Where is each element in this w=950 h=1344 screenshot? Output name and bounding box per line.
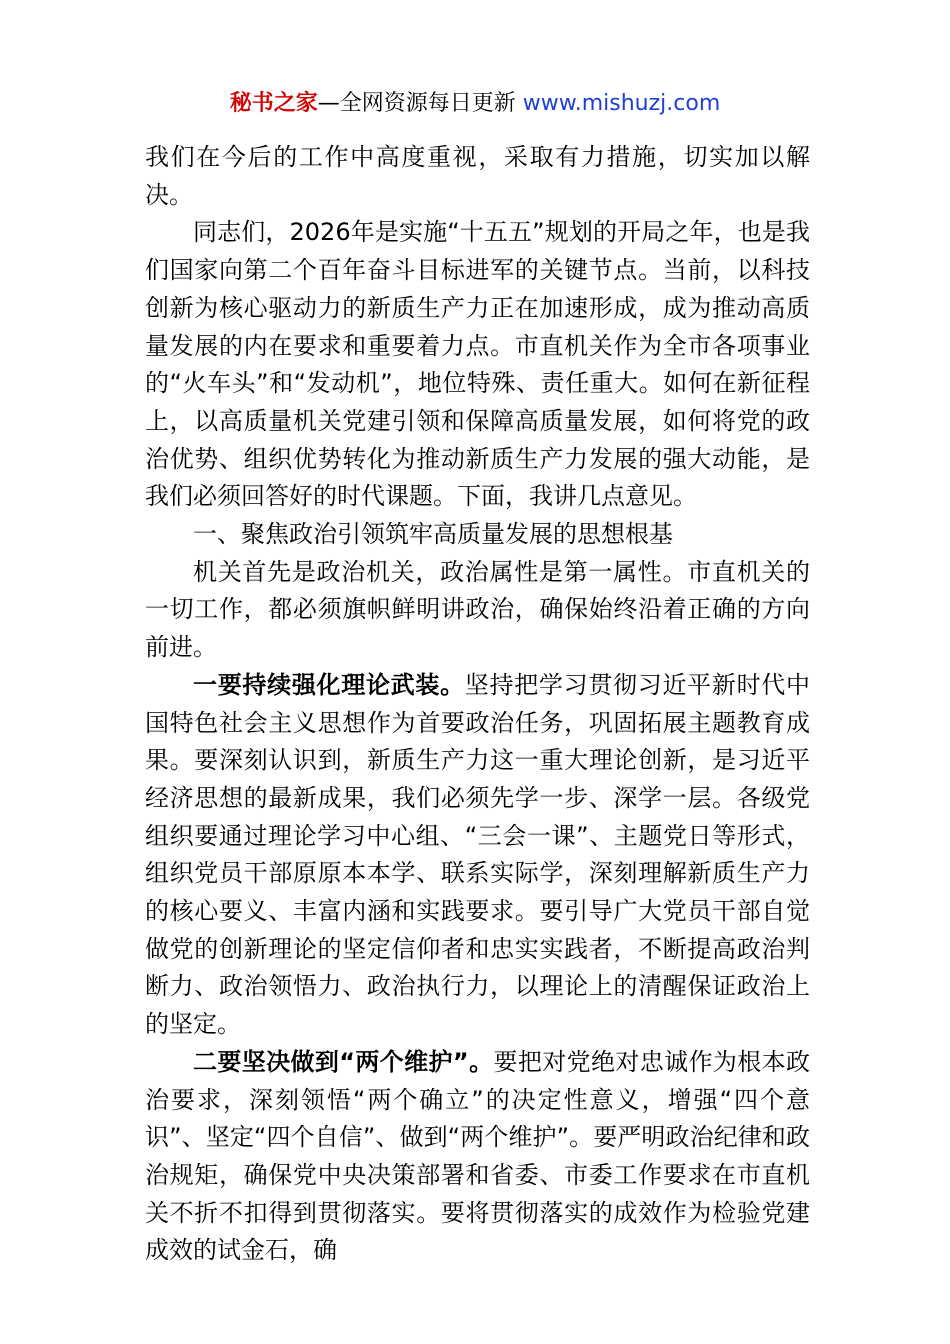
paragraph-text: 坚持把学习贯彻习近平新时代中国特色社会主义思想作为首要政治任务，巩固拓展主题教育成果。要深刻认识到，新质生产力这一重大理论创新，是习近平经济思想的最新成果，我们必须先学一步、深学一层。各级党组织要通过理论学习中心组、“三会一课”、主题党日等形式，组织党员干部原原本本学、联系实际学，深刻理解新质生产力的核心要义、丰富内涵和实践要求。要引导广大党员干部自觉做党的创新理论的坚定信仰者和忠实实践者，不断提高政治判断力、政治领悟力、政治执行力，以理论上的清醒保证政治上的坚定。 — [145, 670, 811, 1039]
site-brand: 秘书之家 — [229, 91, 318, 116]
site-header — [0, 88, 950, 120]
paragraph-text: 要把对党绝对忠诚作为根本政治要求，深刻领悟“两个确立”的决定性意义，增强“四个意识”、坚定“四个自信”、做到“两个维护”。要严明政治纪律和政治规矩，确保党中央决策部署和省委、市委工作要求在市直机关不折不扣得到贯彻落实。要将贯彻落实的成效作为检验党建成效的试金石，确 — [145, 1047, 811, 1265]
point-lead: 二要坚决做到“两个维护”。 — [193, 1047, 494, 1076]
document-body — [145, 139, 810, 1270]
site-tagline: —全网资源每日更新 — [317, 91, 523, 116]
paragraph-text: 同志们，2026年是实施“十五五”规划的开局之年，也是我们国家向第二个百年奋斗目标进军的关键节点。当前，以科技创新为核心驱动力的新质生产力正在加速形成，成为推动高质量发展的内在要求和重要着力点。市直机关作为全市各项事业的“火车头”和“发动机”，地位特殊、责任重大。如何在新征程上，以高质量机关党建引领和保障高质量发展，如何将党的政治优势、组织优势转化为推动新质生产力发展的强大动能，是我们必须回答好的时代课题。下面，我讲几点意见。 — [145, 218, 810, 511]
paragraph-point-2 — [145, 1044, 810, 1270]
section-heading-1 — [145, 516, 810, 554]
paragraph-section-intro — [145, 554, 810, 667]
paragraph-continuation — [145, 139, 810, 214]
paragraph-intro — [145, 214, 810, 516]
paragraph-point-1 — [145, 667, 810, 1044]
paragraph-text: 我们在今后的工作中高度重视，采取有力措施，切实加以解决。 — [145, 143, 810, 209]
point-lead: 一要持续强化理论武装。 — [193, 670, 465, 699]
section-heading-text: 一、聚焦政治引领筑牢高质量发展的思想根基 — [193, 520, 673, 549]
paragraph-text: 机关首先是政治机关，政治属性是第一属性。市直机关的一切工作，都必须旗帜鲜明讲政治，确保始终沿着正确的方向前进。 — [145, 557, 810, 662]
site-url-link[interactable]: www.mishuzj.com — [522, 91, 721, 116]
